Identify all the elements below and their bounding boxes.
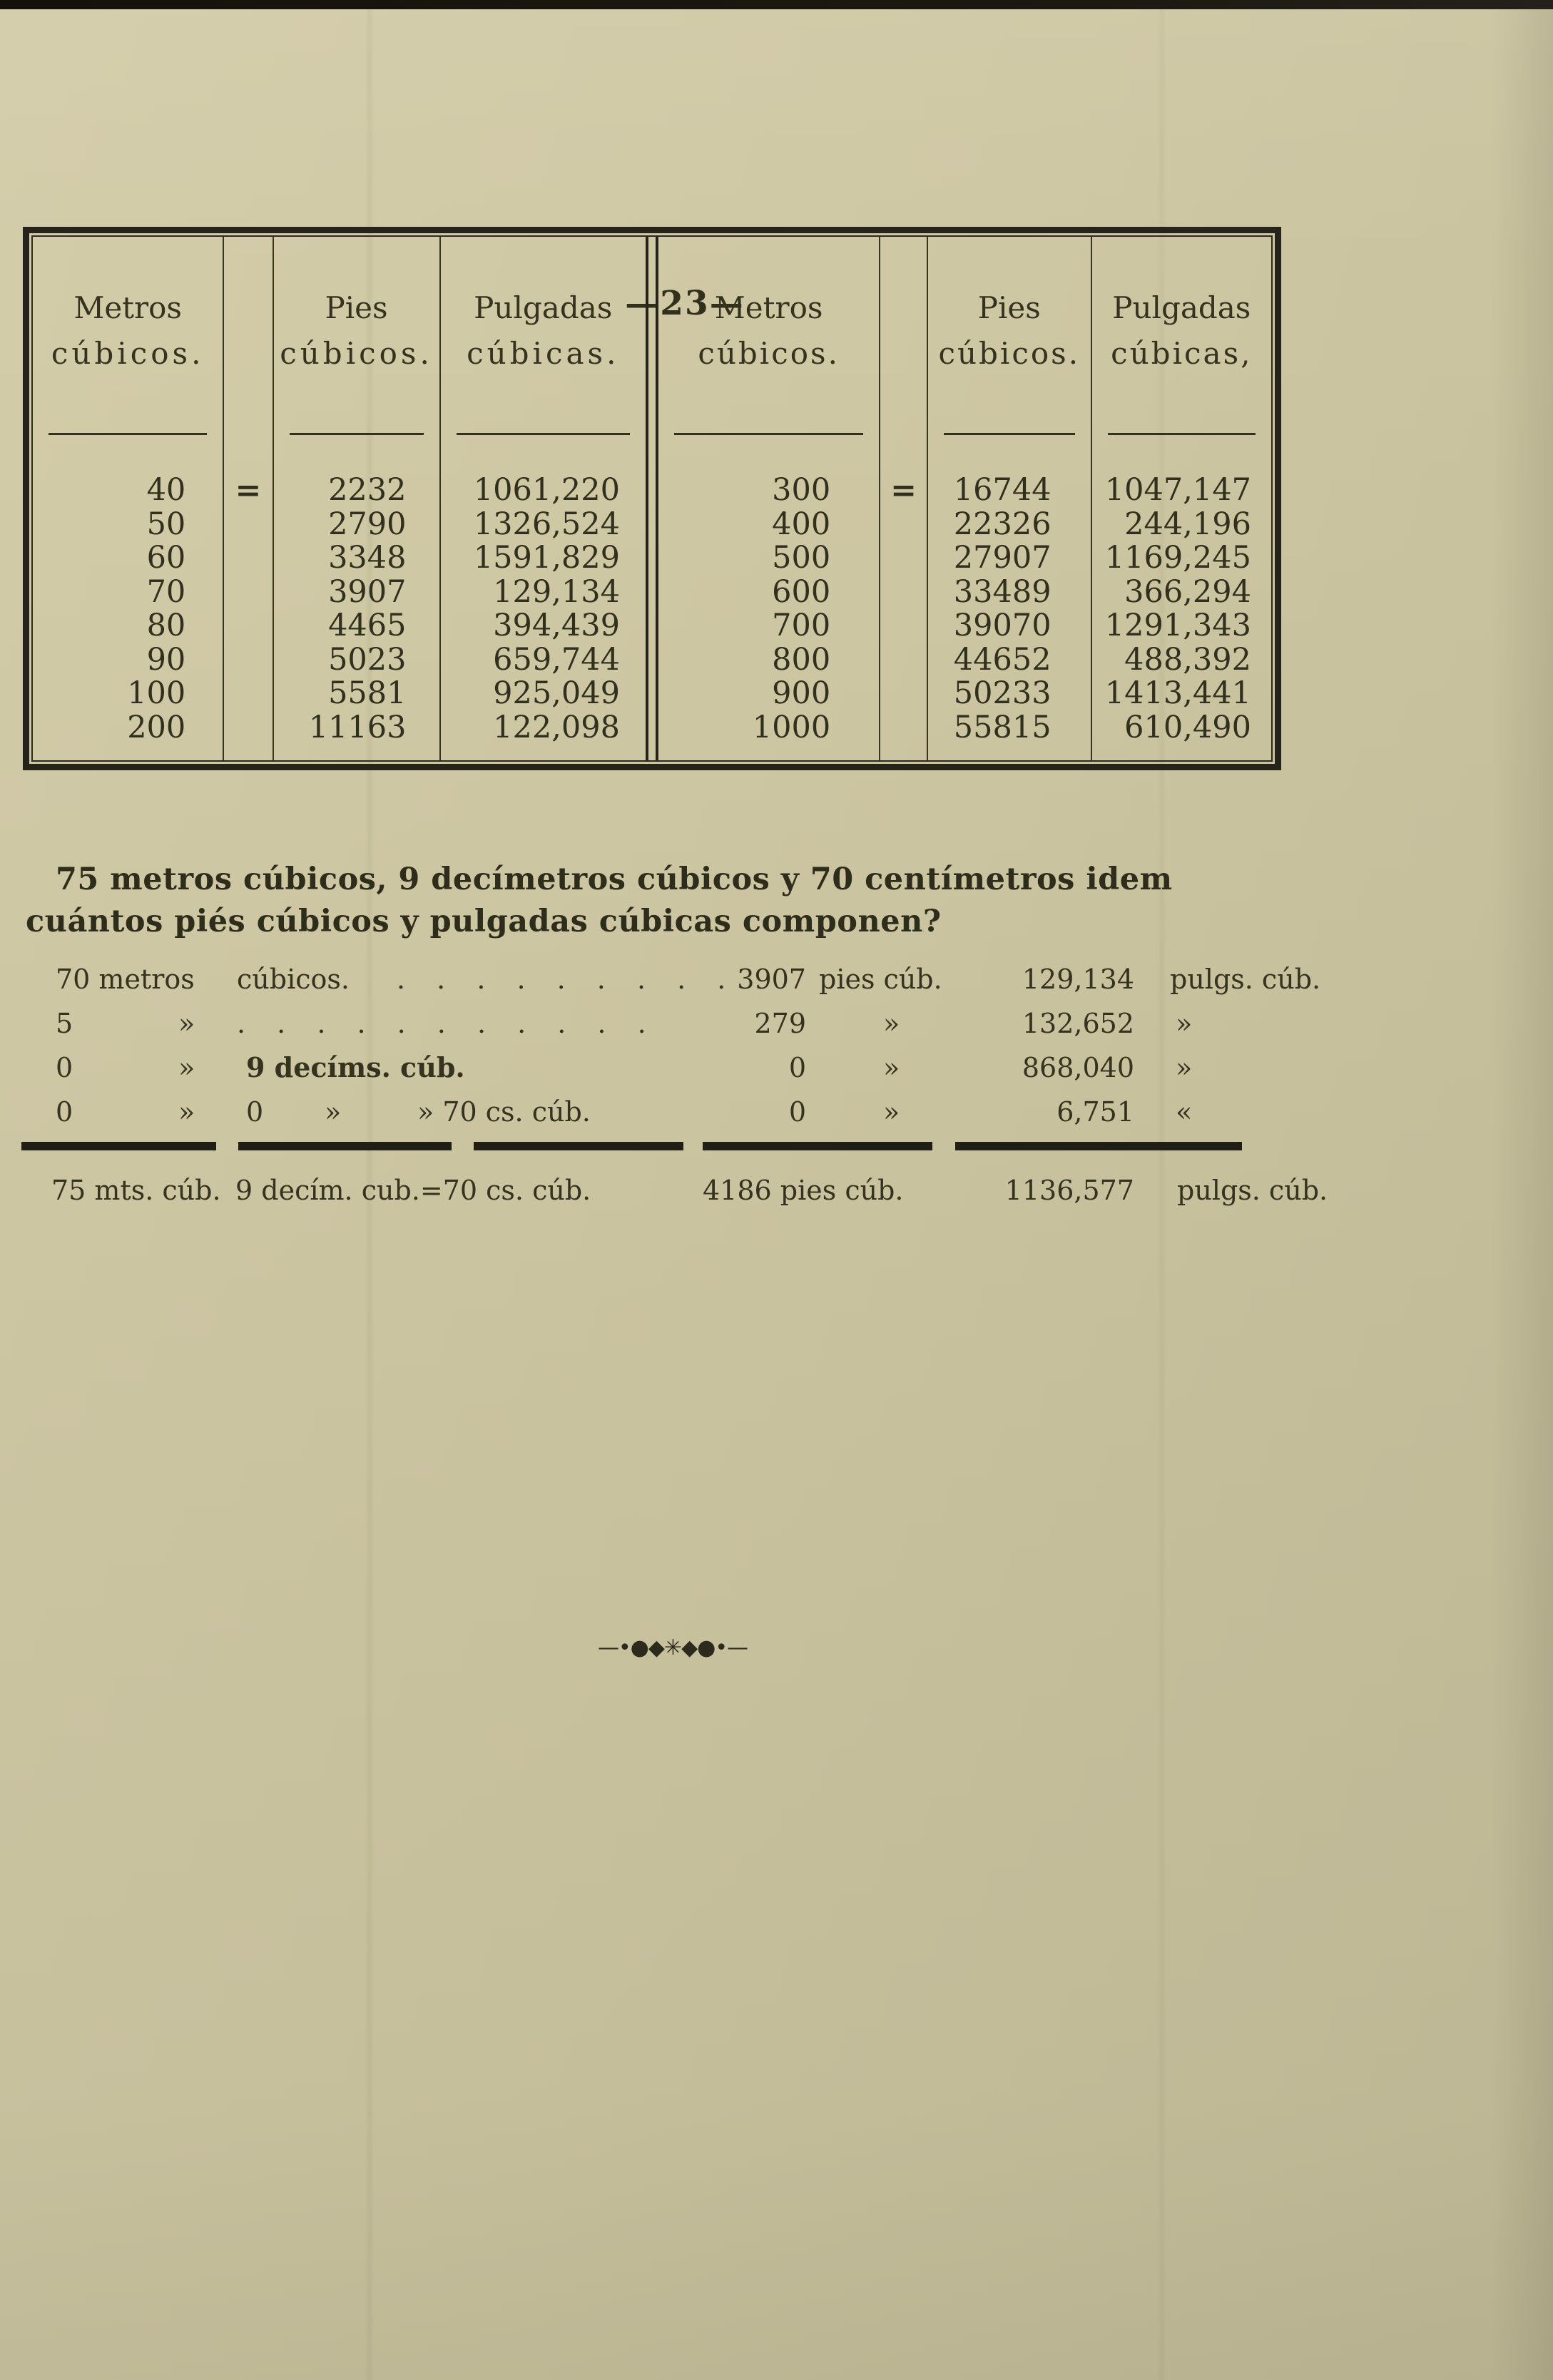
table-cell: 3348 (328, 540, 407, 576)
table-cell: 5581 (328, 675, 407, 711)
table-cell: 90 (146, 641, 186, 678)
table-cell: 100 (127, 675, 186, 711)
header-line: Metros (73, 290, 182, 325)
calc-subunit2: » 70 cs. cúb. (417, 1096, 591, 1128)
total-decim-cs: 9 decím. cub.=70 cs. cúb. (235, 1175, 591, 1206)
calc-row (0, 1004, 1553, 1043)
table-mid-divider (646, 237, 658, 760)
pies-value: 3907 (737, 964, 806, 995)
header-line: cúbicos. (698, 336, 840, 371)
table-cell: 70 (146, 573, 186, 610)
table-cell: 366,294 (1124, 573, 1251, 610)
header-line: Pulgadas (1112, 290, 1251, 325)
pulgadas-value: 868,040 (1022, 1052, 1134, 1083)
header-equals-left (224, 237, 272, 435)
table-cell: 1047,147 (1104, 472, 1251, 508)
total-pulgadas-unit: pulgs. cúb. (1177, 1175, 1328, 1206)
problem-heading-line2: cuántos piés cúbicos y pulgadas cúbicas componen? (26, 904, 942, 939)
table-cell: 122,098 (493, 709, 620, 745)
table-cell: 50 (146, 506, 186, 542)
header-line: Metros (714, 290, 823, 325)
problem-heading (26, 859, 1317, 943)
table-cell: 200 (127, 709, 186, 745)
pulgadas-value: 132,652 (1022, 1008, 1134, 1039)
header-pulgadas-right (1092, 237, 1271, 435)
scan-edge-top (0, 0, 1553, 9)
table-cell: 44652 (953, 641, 1052, 678)
calc-quantity: 70 metros (56, 964, 195, 995)
header-line: cúbicos. (51, 336, 205, 371)
header-line: Pulgadas (474, 290, 613, 325)
table-cell: 1291,343 (1104, 608, 1251, 643)
pulgadas-unit: » (1176, 1052, 1193, 1083)
header-metros-right (658, 237, 879, 435)
spacer (224, 435, 272, 474)
table-cell: 700 (772, 608, 831, 643)
pies-value: 0 (788, 1096, 806, 1128)
table-cell: 244,196 (1124, 506, 1251, 542)
header-rule (457, 433, 631, 435)
problem-heading-line1: 75 metros cúbicos, 9 decímetros cúbicos y 70 centímetros idem (56, 862, 1173, 897)
equals-sign: = (235, 472, 262, 509)
pulgadas-unit: « (1176, 1096, 1193, 1128)
column-pulgadas-left (439, 237, 646, 760)
table-cell: 1169,245 (1104, 540, 1251, 576)
total-pulgadas-value: 1136,577 (1004, 1175, 1134, 1206)
calc-quantity: 0 (56, 1052, 73, 1083)
header-pulgadas-left (441, 237, 646, 435)
header-line: Pies (325, 290, 388, 325)
conversion-table (23, 227, 1281, 770)
table-cell: 925,049 (493, 675, 620, 711)
calc-subunit: 9 decíms. cúb. (246, 1051, 465, 1083)
dot-leader: . . . . . . . . . . . (237, 1008, 648, 1039)
pies-value: 279 (754, 1008, 806, 1039)
table-cell: 27907 (953, 540, 1052, 576)
spacer (658, 435, 879, 474)
equals-sign: = (890, 472, 917, 509)
spacer (928, 435, 1091, 474)
table-cell: 610,490 (1124, 709, 1251, 745)
calc-unit: » (178, 1096, 195, 1128)
header-line: Pies (977, 290, 1041, 325)
header-rule (674, 433, 863, 435)
table-cell: 659,744 (493, 641, 620, 678)
calc-subquantity: 0 (246, 1096, 264, 1128)
header-pies-left (274, 237, 439, 435)
header-rule (1108, 433, 1256, 435)
calc-row (0, 1048, 1553, 1087)
conversion-table-inner (31, 235, 1273, 762)
table-cell: 4465 (328, 608, 407, 643)
table-cell: 300 (772, 472, 831, 508)
table-cell: 33489 (953, 573, 1052, 610)
pies-unit: » (883, 1096, 900, 1128)
calc-unit: » (178, 1008, 195, 1039)
table-cell: 488,392 (1124, 641, 1251, 678)
calc-row (0, 1093, 1553, 1131)
column-pies-left (274, 237, 439, 760)
pulgadas-value: 129,134 (1022, 964, 1134, 995)
table-cell: 800 (772, 641, 831, 678)
table-cell: 11163 (308, 709, 407, 745)
pies-value: 0 (788, 1052, 806, 1083)
header-rule (49, 433, 207, 435)
column-metros-right (658, 237, 879, 760)
table-cell: 2232 (328, 472, 407, 508)
total-pies: 4186 pies cúb. (703, 1175, 904, 1206)
pulgadas-value: 6,751 (1056, 1096, 1134, 1128)
pulgadas-unit: pulgs. cúb. (1170, 964, 1321, 995)
rule-segment (21, 1142, 216, 1150)
header-line: cúbicos. (938, 336, 1081, 371)
table-cell: 500 (772, 540, 831, 576)
table-cell: 2790 (328, 506, 407, 542)
calc-row (0, 960, 1553, 999)
total-row (0, 1171, 1553, 1210)
page-number: —23— (625, 284, 745, 323)
header-rule (944, 433, 1075, 435)
pulgadas-unit: » (1176, 1008, 1193, 1039)
table-half-right (658, 237, 1271, 760)
header-metros-left (33, 237, 223, 435)
column-pulgadas-right (1091, 237, 1271, 760)
table-cell: 50233 (953, 675, 1052, 711)
table-cell: 1326,524 (473, 506, 620, 542)
calc-quantity: 5 (56, 1008, 73, 1039)
table-cell: 5023 (328, 641, 407, 678)
total-metros: 75 mts. cúb. (51, 1175, 221, 1206)
spacer (274, 435, 439, 474)
table-cell: 400 (772, 506, 831, 542)
spacer (441, 435, 646, 474)
rule-segment (955, 1142, 1242, 1150)
table-cell: 60 (146, 540, 186, 576)
header-pies-right (928, 237, 1091, 435)
header-line: cúbicas, (1111, 336, 1253, 371)
calc-subunit: » (325, 1096, 342, 1128)
calc-unit: » (178, 1052, 195, 1083)
table-cell: 1000 (752, 709, 831, 745)
column-metros-left (33, 237, 223, 760)
table-cell: 394,439 (493, 608, 620, 643)
table-cell: 1591,829 (473, 540, 620, 576)
table-cell: 55815 (953, 709, 1052, 745)
table-cell: 39070 (953, 608, 1052, 643)
table-cell: 22326 (953, 506, 1052, 542)
column-pies-right (928, 237, 1091, 760)
table-half-left (33, 237, 646, 760)
column-equals-right (879, 237, 928, 760)
rule-segment (474, 1142, 683, 1150)
table-cell: 600 (772, 573, 831, 610)
calc-quantity: 0 (56, 1096, 73, 1128)
column-equals-left (223, 237, 273, 760)
table-cell: 129,134 (493, 573, 620, 610)
table-cell: 3907 (328, 573, 407, 610)
pies-unit: » (883, 1052, 900, 1083)
calc-unit: cúbicos. (237, 964, 350, 995)
table-cell: 1061,220 (473, 472, 620, 508)
dot-leader: . . . . . . . . . (397, 964, 728, 995)
spacer (33, 435, 223, 474)
table-cell: 16744 (953, 472, 1052, 508)
table-cell: 40 (146, 472, 186, 508)
rule-segment (238, 1142, 452, 1150)
pies-unit: » (883, 1008, 900, 1039)
rule-segment (703, 1142, 932, 1150)
header-line: cúbicos. (280, 336, 433, 371)
table-cell: 80 (146, 608, 186, 643)
header-equals-right (880, 237, 927, 435)
header-line: cúbicas. (467, 336, 620, 371)
header-rule (290, 433, 424, 435)
tailpiece-ornament-icon: —•●◆✳◆●•— (597, 1635, 748, 1660)
pies-unit: pies cúb. (819, 964, 942, 995)
spacer (880, 435, 927, 474)
table-cell: 900 (772, 675, 831, 711)
table-cell: 1413,441 (1104, 675, 1251, 711)
spacer (1092, 435, 1271, 474)
